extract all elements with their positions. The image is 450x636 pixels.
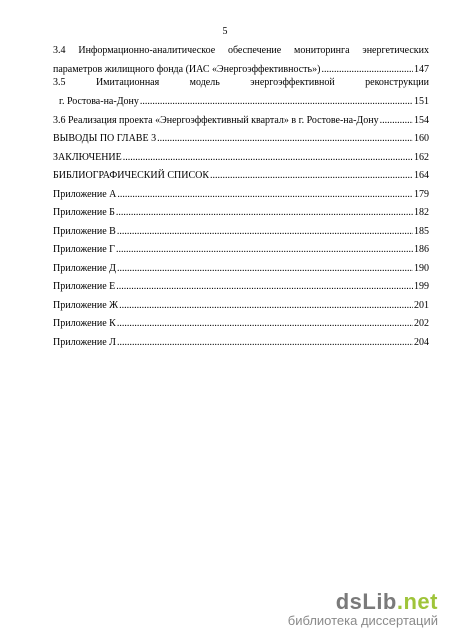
- toc-page-number: 164: [414, 170, 429, 181]
- leader-dots: [210, 169, 413, 183]
- toc-page-number: 186: [414, 244, 429, 255]
- toc-page-number: 162: [414, 152, 429, 163]
- toc-entry-conclusions-chapter-3[interactable]: [53, 132, 429, 146]
- toc-entry-bibliography[interactable]: [53, 169, 429, 183]
- toc-page-number: 185: [414, 226, 429, 237]
- toc-entry-text: Приложение Ж: [53, 300, 119, 311]
- toc-page-number: 204: [414, 337, 429, 348]
- toc-page-number: 179: [414, 189, 429, 200]
- toc-entry-appendix-zh[interactable]: [53, 299, 429, 313]
- leader-dots: [117, 225, 413, 239]
- toc-entry-text: г. Ростова-на-Дону: [59, 96, 139, 107]
- toc-entry-appendix-l[interactable]: [53, 336, 429, 350]
- toc-page-number: 182: [414, 207, 429, 218]
- leader-dots: [157, 132, 413, 146]
- toc-page-number: 154: [414, 115, 429, 126]
- toc-entry-text: Приложение Б: [53, 207, 115, 218]
- toc-entry-text: Приложение Е: [53, 281, 116, 292]
- dslib-logo: dsLib.net: [335, 589, 438, 614]
- toc-page-number: 151: [414, 96, 429, 107]
- leader-dots: [116, 243, 413, 257]
- watermark-subtitle: библиотека диссертаций: [287, 613, 438, 628]
- page-number: 5: [222, 26, 228, 37]
- toc-entry-text: ЗАКЛЮЧЕНИЕ: [53, 152, 122, 163]
- toc-entry-text: Приложение В: [53, 226, 116, 237]
- toc-entry-text: 3.6 Реализация проекта «Энергоэффективный квартал» в г. Ростове-на-Дону: [53, 115, 379, 126]
- toc-page-number: 199: [414, 281, 429, 292]
- toc-entry-appendix-d[interactable]: [53, 262, 429, 276]
- leader-dots: [321, 63, 413, 77]
- toc-entry-text: Приложение А: [53, 189, 117, 200]
- toc-entry-text: Приложение Д: [53, 263, 116, 274]
- toc-entry-appendix-k[interactable]: [53, 317, 429, 331]
- toc-entry-text: 3.5 Имитационная модель энергоэффективной реконструкции: [53, 77, 429, 88]
- toc-entry-text: параметров жилищного фонда (ИАС «Энергоэффективность»): [53, 64, 321, 75]
- leader-dots: [117, 188, 413, 202]
- toc-entry-3-5[interactable]: [53, 76, 429, 109]
- toc-entry-text: ВЫВОДЫ ПО ГЛАВЕ 3: [53, 133, 157, 144]
- toc-entry-appendix-a[interactable]: [53, 188, 429, 202]
- toc-entry-text: 3.4 Информационно-аналитическое обеспечение мониторинга энергетических: [53, 45, 429, 56]
- toc-page-number: 190: [414, 263, 429, 274]
- leader-dots: [117, 336, 413, 350]
- toc-page-number: 201: [414, 300, 429, 311]
- toc-entry-appendix-e[interactable]: [53, 280, 429, 294]
- toc-entry-3-6[interactable]: [53, 114, 429, 128]
- toc-entry-appendix-b[interactable]: [53, 206, 429, 220]
- toc-page-number: 202: [414, 318, 429, 329]
- dslib-watermark: [288, 589, 438, 628]
- leader-dots: [380, 114, 413, 128]
- leader-dots: [116, 206, 413, 220]
- toc-entry-text: Приложение Г: [53, 244, 115, 255]
- toc-page-number: 160: [414, 133, 429, 144]
- leader-dots: [140, 95, 413, 109]
- toc-entry-conclusion[interactable]: [53, 151, 429, 165]
- toc-entry-3-4[interactable]: [53, 44, 429, 77]
- toc-entry-text: Приложение К: [53, 318, 116, 329]
- leader-dots: [116, 280, 413, 294]
- toc-entry-appendix-g[interactable]: [53, 243, 429, 257]
- leader-dots: [123, 151, 413, 165]
- toc-entry-appendix-v[interactable]: [53, 225, 429, 239]
- leader-dots: [117, 262, 413, 276]
- leader-dots: [119, 299, 413, 313]
- toc-page-number: 147: [414, 64, 429, 75]
- toc-entry-text: Приложение Л: [53, 337, 116, 348]
- toc-entry-text: БИБЛИОГРАФИЧЕСКИЙ СПИСОК: [53, 170, 210, 181]
- leader-dots: [117, 317, 413, 331]
